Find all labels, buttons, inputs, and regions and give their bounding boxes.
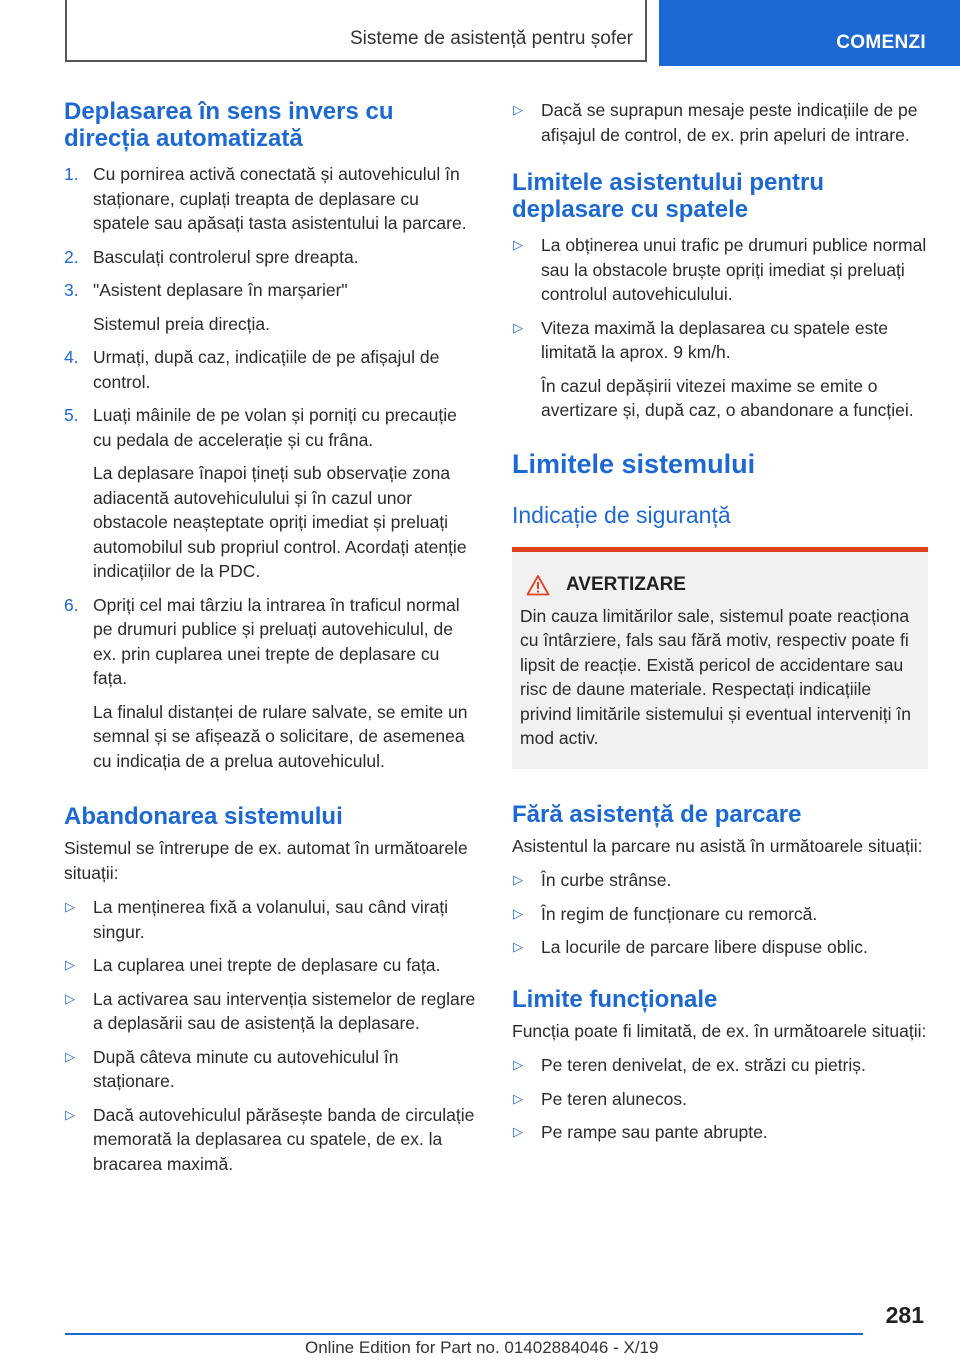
step-2 (64, 245, 478, 270)
step-text: Cu pornirea activă conectată și autovehiculul în staționare, cuplați treapta de deplasare cu spatele sau apăsați tasta asistentului la parcare. (93, 164, 467, 233)
list-item (512, 98, 928, 147)
warning-label: AVERTIZARE (566, 573, 686, 595)
list-item-text: În curbe strânse. (541, 870, 672, 890)
section-intro: Asistentul la parcare nu asistă în următoarele situații: (512, 835, 923, 856)
list-item-text: La activarea sau intervenția sistemelor de reglare a deplasării sau de asistență la deplasare. (93, 988, 476, 1033)
left-column (64, 98, 478, 1185)
list-item-text: Viteza maximă la deplasarea cu spatele este limitată la aprox. 9 km/h. (541, 317, 888, 362)
list-item-text: La obținerea unui trafic pe drumuri publice normal sau la obstacole bruște opriți imediat și preluați controlul autovehiculului. (541, 235, 927, 304)
step-3 (64, 278, 478, 336)
list-item (512, 233, 928, 307)
list-item (64, 895, 478, 944)
list-item (512, 1087, 928, 1112)
section-subtitle-safety: Indicație de siguranță (512, 501, 731, 528)
triangle-bullet-icon: ▷ (65, 957, 75, 972)
step-number: 3. (64, 280, 79, 300)
list-item-text: În regim de funcționare cu remorcă. (541, 903, 818, 924)
warning-triangle-icon (526, 574, 550, 596)
list-item-text: Dacă se suprapun mesaje peste indicațiile de pe afișajul de control, de ex. prin apeluri de intrare. (541, 100, 918, 145)
steps-list (64, 162, 478, 773)
list-item-text: Pe rampe sau pante abrupte. (541, 1122, 768, 1142)
step-1 (64, 162, 478, 236)
section-title-reverse-limits: Limitele asistentului pentru deplasare cu spatele (512, 169, 825, 223)
triangle-bullet-icon: ▷ (513, 319, 523, 335)
triangle-bullet-icon: ▷ (513, 1090, 523, 1106)
list-item-text: La locurile de parcare libere dispuse oblic. (541, 937, 868, 957)
section-intro: Funcția poate fi limitată, de ex. în următoarele situații: (512, 1020, 927, 1041)
step-text: Basculați controlerul spre dreapta. (93, 246, 359, 267)
triangle-bullet-icon: ▷ (513, 1057, 523, 1072)
warning-header (520, 574, 920, 596)
step-text: Urmați, după caz, indicațiile de pe afișajul de control. (93, 347, 440, 392)
list-item-text: Dacă autovehiculul părăsește banda de circulație memorată la deplasarea cu spatele, de ex. la bracarea maximă. (93, 1104, 475, 1174)
triangle-bullet-icon: ▷ (513, 102, 523, 117)
list-item (512, 1120, 928, 1145)
list-item-text: La cuplarea unei trepte de deplasare cu fața. (93, 955, 441, 975)
triangle-bullet-icon: ▷ (513, 939, 523, 954)
step-text: Opriți cel mai târziu la intrarea în traficul normal pe drumuri publice și preluați autovehiculul, de ex. prin cuplarea unei trepte de deplasare cu fața. (93, 594, 460, 688)
list-item (64, 1045, 478, 1094)
section-title-system-limits: Limitele sistemului (512, 448, 756, 479)
warning-text: Din cauza limitărilor sale, sistemul poate reacționa cu întârziere, fals sau fără motiv, respectiv poate fi lipsit de reacție. Există pericol de accidentare sau risc de daune materiale. Respectați indicațiile privind limitările sistemului și eventual interveniți în mod activ. (520, 605, 911, 748)
triangle-bullet-icon: ▷ (65, 899, 75, 914)
header-tab-label: COMENZI (836, 32, 926, 53)
list-item-text: La menținerea fixă a volanului, sau când virați singur. (93, 897, 449, 942)
header-tab-comenzi[interactable] (659, 0, 960, 66)
list-item (512, 1053, 928, 1078)
right-column (512, 98, 928, 1154)
section-title-no-parking-assist: Fără asistență de parcare (512, 800, 802, 828)
list-item-text: Pe teren denivelat, de ex. străzi cu pietriș. (541, 1055, 866, 1075)
footer-edition: Online Edition for Part no. 01402884046 - X/19 (305, 1338, 659, 1357)
triangle-bullet-icon: ▷ (513, 1124, 523, 1139)
step-text: Luați mâinile de pe volan și porniți cu precauție cu pedala de accelerație și cu frâna. (93, 405, 457, 450)
page-header (0, 0, 960, 66)
header-title: Sisteme de asistență pentru șofer (349, 28, 633, 49)
header-box (65, 0, 647, 62)
list-item (64, 1103, 478, 1177)
list-item (512, 902, 928, 927)
step-6 (64, 593, 478, 774)
footer-divider (65, 1333, 863, 1335)
list-item (512, 935, 928, 960)
warning-box (512, 547, 928, 769)
list-item (512, 868, 928, 893)
section-title-reverse-steering: Deplasarea în sens invers cu direcția automatizată (64, 98, 394, 152)
no-parking-bullets (512, 868, 928, 960)
list-item-text: Pe teren alunecos. (541, 1088, 687, 1109)
triangle-bullet-icon: ▷ (65, 1048, 75, 1064)
step-note: Sistemul preia direcția. (93, 313, 271, 334)
list-item (512, 316, 928, 423)
functional-limits-bullets (512, 1053, 928, 1145)
step-note: La deplasare înapoi țineți sub observație zona adiacentă autovehiculului și în cazul unor obstacole neașteptate opriți imediat și preluați automobilul sub propriul control. Acordați atenție indicațiilor de la PDC. (93, 463, 467, 581)
section-title-functional-limits: Limite funcționale (512, 985, 718, 1013)
top-bullets (512, 98, 928, 147)
step-text: "Asistent deplasare în marșarier" (93, 280, 348, 300)
list-item (64, 953, 478, 978)
section-title-abandon: Abandonarea sistemului (64, 803, 343, 830)
triangle-bullet-icon: ▷ (513, 237, 523, 252)
step-number: 1. (64, 164, 79, 184)
list-item (64, 987, 478, 1036)
abandon-bullets (64, 895, 478, 1176)
list-item-text: După câteva minute cu autovehiculul în staționare. (93, 1046, 399, 1091)
triangle-bullet-icon: ▷ (65, 990, 75, 1006)
triangle-bullet-icon: ▷ (513, 905, 523, 921)
section-intro: Sistemul se întrerupe de ex. automat în următoarele situații: (64, 838, 468, 883)
step-note: La finalul distanței de rulare salvate, se emite un semnal și se afișează o solicitare, de asemenea cu indicația de a prelua autovehiculul. (93, 701, 468, 771)
list-item-note: În cazul depășirii vitezei maxime se emite o avertizare și, după caz, o abandonare a funcției. (541, 375, 914, 420)
step-number: 6. (64, 594, 79, 615)
step-5 (64, 403, 478, 584)
step-number: 2. (64, 246, 79, 267)
triangle-bullet-icon: ▷ (513, 872, 523, 887)
triangle-bullet-icon: ▷ (65, 1106, 75, 1122)
step-number: 5. (64, 405, 79, 425)
reverse-limits-bullets (512, 233, 928, 423)
step-number: 4. (64, 347, 79, 367)
page-number: 281 (885, 1302, 924, 1328)
step-4 (64, 345, 478, 394)
